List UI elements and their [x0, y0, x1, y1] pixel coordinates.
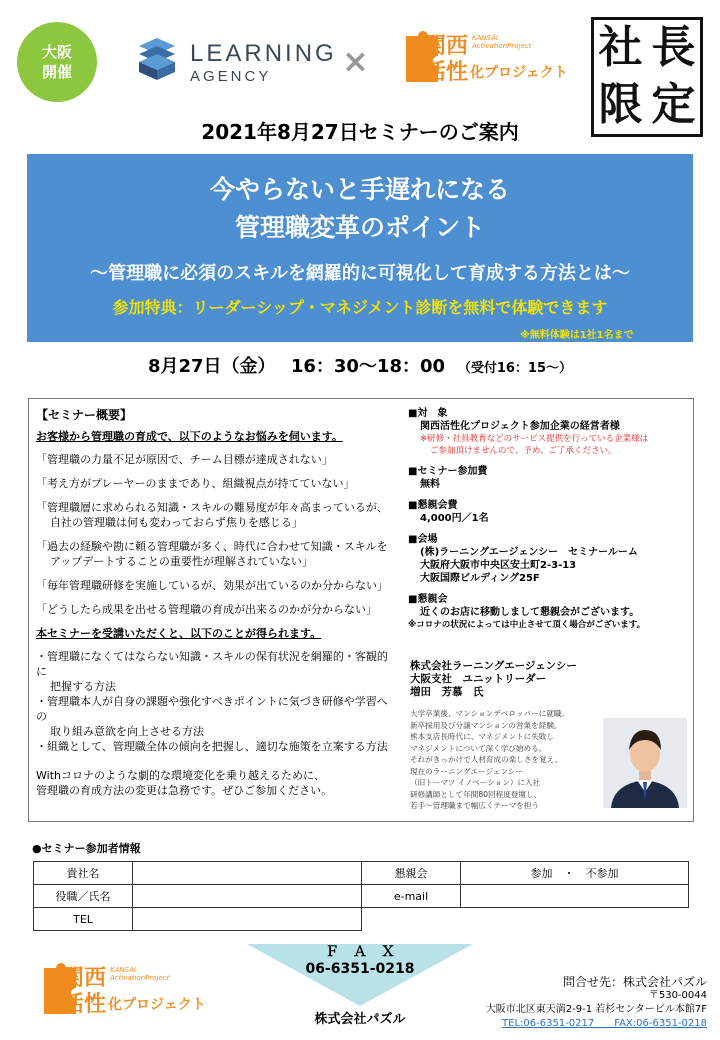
bio-line: 現在のラーニングエージェンシー	[410, 766, 524, 776]
collab-times-icon: ×	[342, 42, 369, 80]
concern-line: 「過去の経験や勘に頼る管理職が多く、時代に合わせて知識・スキルを	[36, 540, 388, 553]
concern-item	[36, 500, 396, 530]
kansai-kanji1: 関西	[62, 966, 107, 991]
party-fee-item	[408, 499, 688, 525]
banner-line2: 管理職変革のポイント	[234, 213, 485, 242]
company-input[interactable]	[133, 862, 362, 885]
speaker-photo	[603, 718, 687, 808]
concern-line: 「毎年管理職研修を実施しているが、効果が出ているのか分からない」	[36, 579, 388, 592]
benefit-item	[36, 694, 396, 739]
badge-line1: 大阪	[41, 43, 72, 61]
kansai-small2: ActivationProject	[110, 974, 170, 982]
benefit-line: 把握する方法	[50, 680, 116, 693]
concern-line: 「どうしたら成果を出せる管理職の育成が出来るのかが分からない」	[36, 603, 377, 616]
target-item	[408, 407, 688, 457]
fax-block	[247, 944, 473, 978]
fax-label: Ｆ Ａ Ｘ	[325, 944, 395, 960]
concern-item	[36, 476, 396, 491]
benefit-line: ・管理職になくてはならない知識・スキルの保有状況を網羅的・客観的に	[36, 650, 388, 678]
date-main: 8月27日（金） 16：30～18：00	[147, 356, 446, 377]
benefit-line: 取り組み意欲を向上させる方法	[50, 725, 204, 738]
name-label: 役職／氏名	[34, 885, 133, 908]
osaka-badge	[17, 22, 97, 102]
concern-item	[36, 539, 396, 569]
party-label: ■懇親会	[408, 594, 448, 605]
venue-item	[408, 533, 688, 585]
fax-company: 株式会社パズル	[314, 1012, 406, 1027]
party-fee-label: ■懇親会費	[408, 500, 458, 511]
kansai-suffix: 化プロジェクト	[470, 65, 568, 81]
stamp-char: 長	[651, 22, 696, 73]
email-input[interactable]	[461, 885, 689, 908]
empty-cell	[362, 908, 689, 931]
concern-line: アップデートすることの重要性が理解されていない」	[50, 555, 313, 568]
overview-intro: お客様から管理職の育成で、以下のようなお悩みを伺います。	[36, 430, 343, 443]
venue-label: ■会場	[408, 534, 438, 545]
concern-item	[36, 452, 396, 467]
attend-option[interactable]: 参加 ・ 不参加	[461, 862, 689, 885]
fee-value: 無料	[420, 479, 440, 490]
registration-form	[33, 861, 689, 931]
bio-line: 大学卒業後、マンションデベロッパーに就職。	[410, 709, 569, 718]
kansai-kanji2: 活性	[424, 60, 469, 85]
overview-section	[36, 408, 396, 798]
stamp-char: 定	[651, 79, 696, 130]
banner-note: ※無料体験は1社1名まで	[520, 330, 634, 341]
benefit-line: ・組織として、管理職全体の傾向を把握し、適切な施策を立案する方法	[36, 740, 388, 753]
covid-note: ※コロナの状況によっては中止させて頂く場合がございます。	[408, 620, 646, 630]
closing-line1: Withコロナのような劇的な環境変化を乗り越えるために、	[36, 769, 325, 782]
concern-line: 「管理職の力量不足が原因で、チーム目標が達成されない」	[36, 453, 333, 466]
concern-line: 「考え方がプレーヤーのままであり、組織視点が持てていない」	[36, 477, 355, 490]
speaker-company: 株式会社ラーニングエージェンシー	[410, 660, 577, 672]
learning-agency-name: LEARNING	[190, 40, 337, 67]
banner-subtitle: ～管理職に必須のスキルを網羅的に可視化して育成する方法とは～	[90, 263, 630, 284]
banner-benefit: 参加特典：リーダーシップ・マネジメント診断を無料で体験できます	[112, 298, 608, 317]
stamp-char: 限	[598, 79, 643, 130]
email-label: e-mail	[362, 885, 461, 908]
date-reception: （受付16：15～）	[464, 361, 573, 376]
target-note2: ご参加頂けませんので、予め、ご了承ください。	[430, 446, 617, 456]
details-section	[408, 407, 688, 640]
benefit-item	[36, 739, 396, 754]
speaker-name: 増田 芳慕 氏	[410, 686, 484, 698]
target-value: 関西活性化プロジェクト参加企業の経営者様	[420, 421, 620, 432]
contact-info	[486, 975, 707, 1031]
target-note1: ※研修・社員教育などのサービス提供を行っている企業様は	[420, 434, 649, 444]
kansai-kanji2: 活性	[62, 992, 107, 1017]
concern-line: 「管理職層に求められる知識・スキルの難易度が年々高まっているが、	[36, 501, 388, 514]
badge-line2: 開催	[41, 63, 72, 81]
tel-input[interactable]	[133, 908, 362, 931]
party-label: 懇親会	[362, 862, 461, 885]
bio-line: 若手～管理職まで幅広くテーマを担う	[410, 801, 540, 810]
party-item	[408, 593, 688, 632]
name-input[interactable]	[133, 885, 362, 908]
learning-agency-sub: AGENCY	[190, 68, 272, 85]
kansai-kanji1: 関西	[424, 34, 469, 59]
fax-number: 06-6351-0218	[305, 961, 415, 977]
company-label: 貴社名	[34, 862, 133, 885]
benefit-item	[36, 649, 396, 694]
learning-agency-logo-icon	[137, 38, 177, 80]
stamp-char: 社	[598, 22, 643, 73]
contact-line1: 問合せ先：株式会社パズル	[562, 975, 707, 989]
form-title: ●セミナー参加者情報	[32, 842, 141, 855]
bio-line: （旧トーマツ イノベーション）に入社	[410, 778, 541, 787]
venue-line1: (株)ラーニングエージェンシー セミナールーム	[420, 547, 638, 558]
party-fee-value: 4,000円／1名	[420, 513, 489, 524]
speaker-info	[410, 660, 577, 699]
speaker-bio	[410, 708, 600, 812]
bio-line: 新卒採用及び分譲マンションの営業を経験。	[410, 720, 562, 730]
kansai-logo	[402, 30, 572, 90]
fee-item	[408, 465, 688, 491]
party-value: 近くのお店に移動しまして懇親会がございます。	[420, 607, 640, 618]
bio-line: 研修講師として年間80回程度登壇し、	[410, 789, 542, 799]
bio-line: マネジメントについて深く学び始める。	[410, 743, 547, 753]
contact-line3: 大阪市北区東天満2-9-1 若杉センタービル本館7F	[485, 1004, 707, 1015]
event-date	[0, 352, 720, 378]
venue-line2: 大阪府大阪市中央区安土町2-3-13	[420, 560, 577, 571]
kansai-small2: ActivationProject	[472, 42, 532, 50]
benefit-line: ・管理職本人が自身の課題や強化すべきポイントに気づき研修や学習への	[36, 695, 388, 723]
banner-line1: 今やらないと手遅れになる	[209, 175, 510, 204]
target-label: ■対 象	[408, 408, 448, 419]
kansai-small1: KANSAI	[110, 966, 136, 974]
contact-tel-fax[interactable]: TEL:06-6351-0217 FAX:06-6351-0218	[502, 1018, 707, 1029]
fee-label: ■セミナー参加費	[408, 466, 488, 477]
kansai-suffix: 化プロジェクト	[108, 997, 206, 1013]
speaker-portrait-icon	[603, 718, 687, 808]
overview-heading: 【セミナー概要】	[36, 408, 133, 422]
bio-line: 熊本支店長時代に、マネジメントに失敗し	[410, 732, 555, 741]
closing-line2: 管理職の育成方法の変更は急務です。ぜひご参加ください。	[36, 784, 333, 797]
speaker-branch: 大阪支社 ユニットリーダー	[410, 673, 547, 685]
benefit-intro: 本セミナーを受講いただくと、以下のことが得られます。	[36, 627, 322, 640]
kansai-logo-bottom	[40, 962, 210, 1022]
tel-label: TEL	[34, 908, 133, 931]
kansai-small1: KANSAI	[472, 34, 498, 42]
contact-line2: 〒530-0044	[648, 990, 707, 1001]
bio-line: それがきっかけで人材育成の楽しさを覚え、	[410, 755, 563, 764]
venue-line3: 大阪国際ビルディング25F	[420, 573, 540, 584]
page-title: 2021年8月27日セミナーのご案内	[201, 120, 519, 144]
concern-line: 自社の管理職は何も変わっておらず焦りを感じる」	[50, 516, 303, 529]
concern-item	[36, 602, 396, 617]
concern-item	[36, 578, 396, 593]
